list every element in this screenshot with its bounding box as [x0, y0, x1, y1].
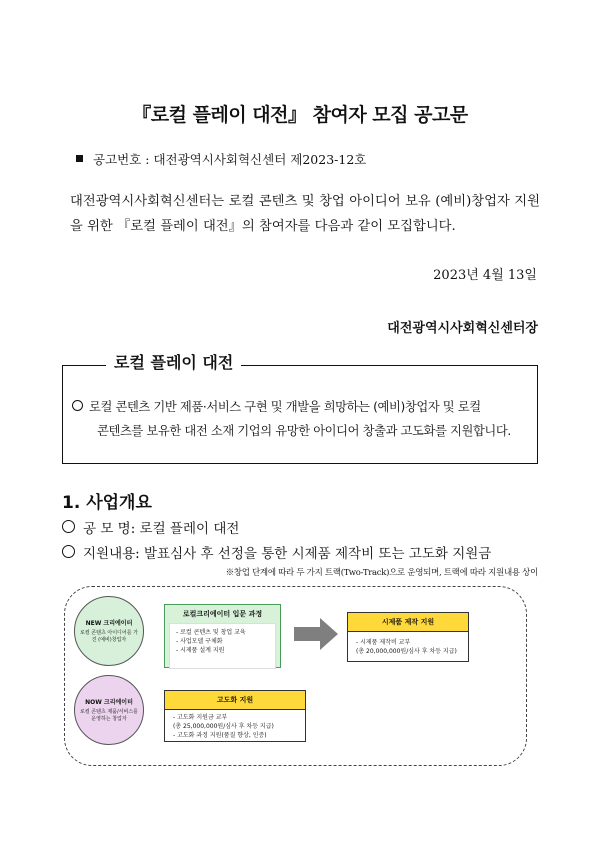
notice-number: 공고번호 : 대전광역시사회혁신센터 제2023-12호 — [76, 150, 366, 168]
notice-date: 2023년 4월 13일 — [433, 268, 537, 283]
right-arrow-icon — [294, 618, 338, 650]
section-heading: 1. 사업개요 — [62, 493, 152, 513]
organization-name: 대전광역시사회혁신센터장 — [387, 321, 538, 336]
summary-box-text: 로컬 콘텐츠 기반 제품·서비스 구현 및 개발을 희망하는 (예비)창업자 및 로컬 콘텐츠를 보유한 대전 소재 기업의 유망한 아이디어 창출과 고도화를 지원합니다. — [72, 395, 528, 443]
footnote: ※창업 단계에 따라 두 가지 트랙(Two-Track)으로 운영되며, 트랙에 따라 지원내용 상이 — [225, 568, 538, 578]
summary-box-title: 로컬 플레이 대전 — [106, 350, 241, 373]
intro-paragraph: 대전광역시사회혁신센터는 로컬 콘텐츠 및 창업 아이디어 보유 (예비)창업자 지원을 위한 『로컬 플레이 대전』의 참여자를 다음과 같이 모집합니다. — [70, 194, 540, 234]
new-creator-circle: NEW 크리에이터 로컬 콘텐츠 아이디어를 가진 (예비)창업자 — [74, 596, 144, 666]
circle-bullet-icon — [62, 520, 75, 533]
advance-support-box: 고도화 지원 - 고도화 지원금 교부 (총 25,000,000원/심사 후 차등 지급) - 고도화 과정 지원(품질 향상, 인증) — [164, 690, 306, 742]
square-bullet-icon — [76, 155, 83, 162]
circle-bullet-icon — [62, 545, 75, 558]
circle-bullet-icon — [72, 400, 83, 411]
prototype-support-box: 시제품 제작 지원 - 시제품 제작비 교부 (총 20,000,000원/심사 후 차등 지급) — [347, 612, 469, 662]
overview-item-support: 지원내용: 발표심사 후 선정을 통한 시제품 제작비 또는 고도화 지원금 — [62, 542, 491, 562]
now-creator-circle: NOW 크리에이터 로컬 콘텐츠 제품/서비스를 운영하는 창업자 — [74, 675, 144, 745]
overview-item-name: 공 모 명: 로컬 플레이 대전 — [62, 517, 239, 537]
page-title: 『로컬 플레이 대전』 참여자 모집 공고문 — [132, 104, 468, 126]
intro-course-box: 로컬크리에이터 입문 과정 - 로컬 콘텐츠 및 창업 교육 - 사업모델 구체화 - 시제품 설계 지원 — [164, 604, 281, 668]
